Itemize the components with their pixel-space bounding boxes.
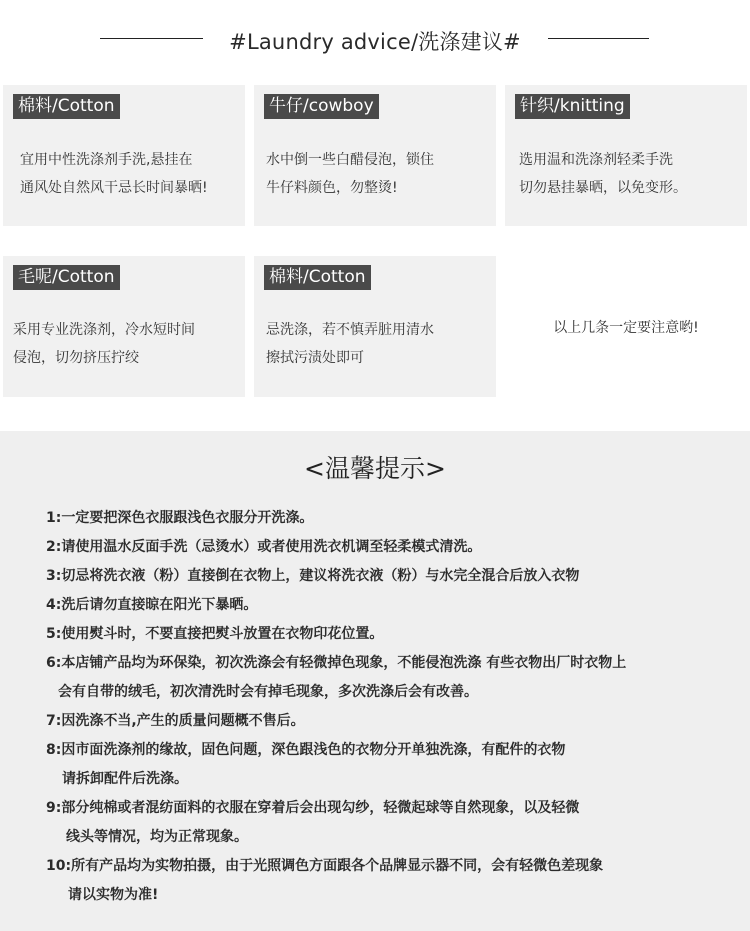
header-rule-right [548, 38, 649, 39]
card-text-line: 通风处自然风干忌长时间暴晒! [20, 180, 208, 196]
card-tag: 毛呢/Cotton [13, 265, 120, 290]
card-text-line: 侵泡，切勿挤压拧绞 [13, 350, 139, 366]
tip-item-continuation: 线头等情况，均为正常现象。 [66, 829, 248, 845]
card-text-line: 宜用中性洗涤剂手洗,悬挂在 [20, 152, 193, 168]
tip-item: 9:部分纯棉或者混纺面料的衣服在穿着后会出现勾纱，轻微起球等自然现象，以及轻微 [46, 800, 580, 816]
notice-text: 以上几条一定要注意哟! [553, 320, 699, 336]
care-card-cotton-2 [254, 256, 496, 397]
care-card-cowboy [254, 85, 496, 226]
care-card-cotton [3, 85, 245, 226]
care-card-knitting [505, 85, 747, 226]
card-text-line: 擦拭污渍处即可 [266, 350, 364, 366]
card-text-line: 采用专业洗涤剂，冷水短时间 [13, 322, 195, 338]
tip-item-continuation: 请拆卸配件后洗涤。 [62, 771, 188, 787]
card-text-line: 忌洗涤，若不慎弄脏用清水 [266, 322, 434, 338]
card-text-line: 切勿悬挂暴晒，以免变形。 [519, 180, 687, 196]
card-tag: 针织/knitting [515, 94, 630, 119]
tip-item: 2:请使用温水反面手洗（忌烫水）或者使用洗衣机调至轻柔模式清洗。 [46, 539, 482, 555]
care-card-notice [505, 256, 747, 397]
tips-heading: <温馨提示> [304, 454, 446, 483]
card-text-line: 选用温和洗涤剂轻柔手洗 [519, 152, 673, 168]
card-tag: 牛仔/cowboy [264, 94, 379, 119]
card-text-line: 牛仔料颜色，勿整烫! [266, 180, 398, 196]
tip-item: 4:洗后请勿直接晾在阳光下暴晒。 [46, 597, 258, 613]
warm-tips-section [0, 431, 750, 931]
tip-item: 10:所有产品均为实物拍摄，由于光照调色方面跟各个品牌显示器不同，会有轻微色差现象 [46, 858, 604, 874]
card-tag: 棉料/Cotton [264, 265, 371, 290]
card-text-line: 水中倒一些白醋侵泡，锁住 [266, 152, 434, 168]
laundry-advice-header [0, 0, 750, 80]
tip-item: 7:因洗涤不当,产生的质量问题概不售后。 [46, 713, 305, 729]
tip-item: 6:本店铺产品均为环保染，初次洗涤会有轻微掉色现象，不能侵泡洗涤 有些衣物出厂时衣物上 [46, 655, 627, 671]
tip-item: 5:使用熨斗时，不要直接把熨斗放置在衣物印花位置。 [46, 626, 384, 642]
card-tag: 棉料/Cotton [13, 94, 120, 119]
tip-item-continuation: 会有自带的绒毛，初次清洗时会有掉毛现象，多次洗涤后会有改善。 [58, 684, 478, 700]
tip-item: 8:因市面洗涤剂的缘故，固色问题，深色跟浅色的衣物分开单独洗涤，有配件的衣物 [46, 742, 566, 758]
header-title: #Laundry advice/洗涤建议# [229, 30, 521, 54]
tip-item: 3:切忌将洗衣液（粉）直接倒在衣物上，建议将洗衣液（粉）与水完全混合后放入衣物 [46, 568, 580, 584]
tip-item: 1:一定要把深色衣服跟浅色衣服分开洗涤。 [46, 510, 314, 526]
care-card-wool [3, 256, 245, 397]
tip-item-continuation: 请以实物为准! [68, 887, 159, 903]
